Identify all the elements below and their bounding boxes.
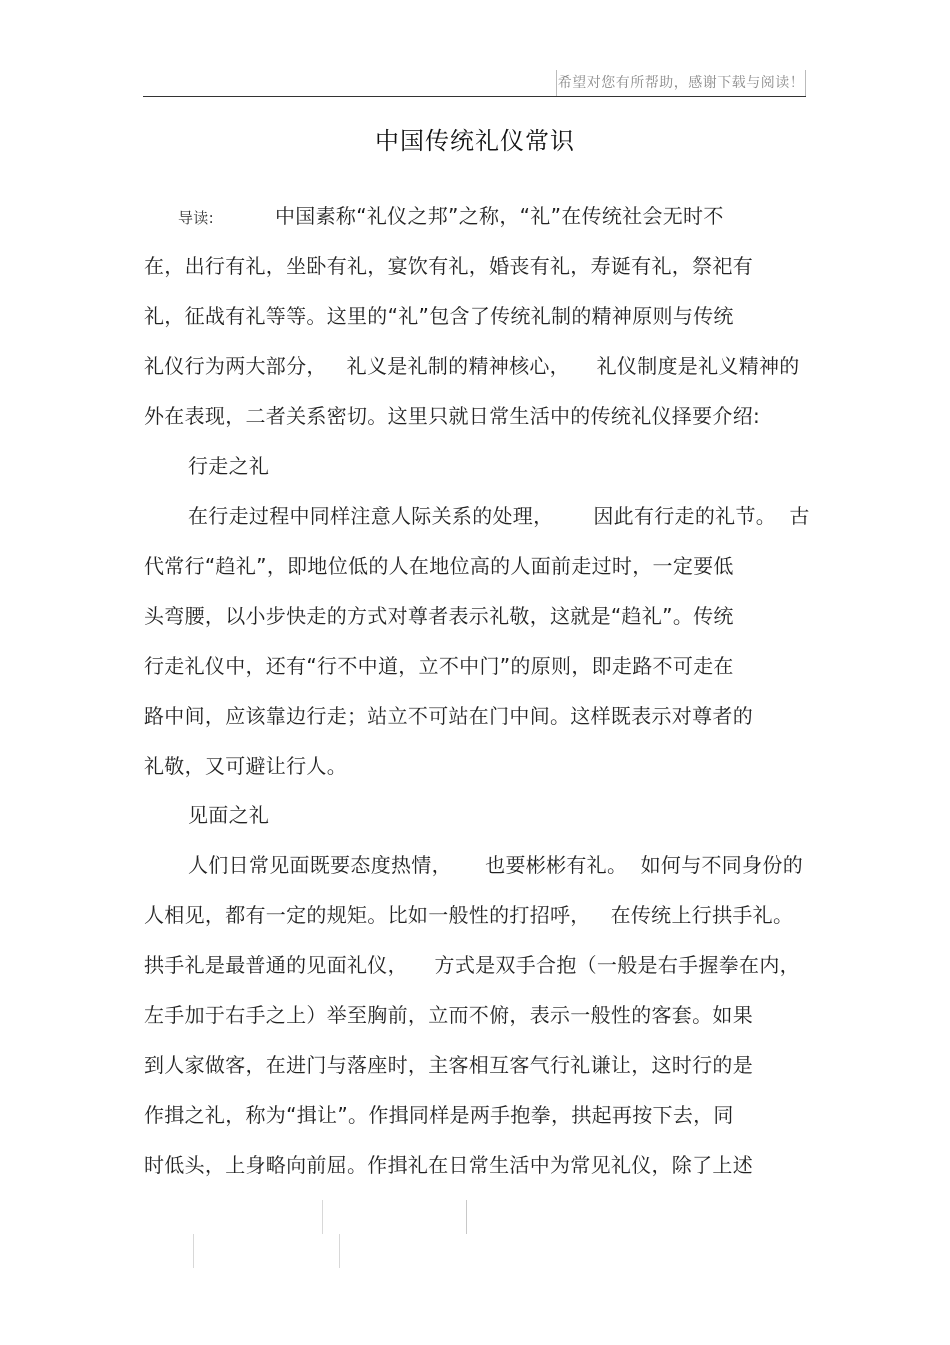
header-rule xyxy=(143,96,806,97)
document-title: 中国传统礼仪常识 xyxy=(375,127,575,155)
scan-artifact-line xyxy=(339,1234,340,1268)
scan-artifact-line xyxy=(466,1200,467,1234)
body-line: 拱手礼是最普通的见面礼仪， 方式是双手合抱（一般是右手握拳在内， xyxy=(144,953,800,977)
body-line: 路中间，应该靠边行走；站立不可站在门中间。这样既表示对尊者的 xyxy=(144,704,753,728)
scan-artifact-line xyxy=(322,1200,323,1234)
body-line: 礼敬，又可避让行人。 xyxy=(144,754,347,778)
body-line: 礼仪行为两大部分， 礼义是礼制的精神核心， 礼仪制度是礼义精神的 xyxy=(144,354,800,378)
body-line: 时低头，上身略向前屈。作揖礼在日常生活中为常见礼仪，除了上述 xyxy=(144,1153,753,1177)
body-line: 外在表现，二者关系密切。这里只就日常生活中的传统礼仪择要介绍: xyxy=(144,404,761,428)
intro-label: 导读: xyxy=(178,209,214,227)
body-line: 中国素称“礼仪之邦”之称，“礼”在传统社会无时不 xyxy=(275,204,724,228)
body-line: 在，出行有礼，坐卧有礼，宴饮有礼，婚丧有礼，寿诞有礼，祭祀有 xyxy=(144,254,753,278)
body-line: 头弯腰，以小步快走的方式对尊者表示礼敬，这就是“趋礼”。传统 xyxy=(144,604,734,628)
body-line: 左手加于右手之上）举至胸前，立而不俯，表示一般性的客套。如果 xyxy=(144,1003,753,1027)
body-line: 在行走过程中同样注意人际关系的处理， 因此有行走的礼节。 古 xyxy=(188,504,810,528)
header-note: 希望对您有所帮助，感谢下载与阅读！ xyxy=(556,70,806,96)
body-line: 代常行“趋礼”，即地位低的人在地位高的人面前走过时，一定要低 xyxy=(144,554,734,578)
body-line: 人相见，都有一定的规矩。比如一般性的打招呼， 在传统上行拱手礼。 xyxy=(144,903,794,927)
body-line: 行走礼仪中，还有“行不中道，立不中门”的原则，即走路不可走在 xyxy=(144,654,734,678)
section-heading: 见面之礼 xyxy=(188,803,270,827)
body-line: 作揖之礼，称为“揖让”。作揖同样是两手抱拳，拱起再按下去，同 xyxy=(144,1103,734,1127)
scan-artifact-line xyxy=(193,1234,194,1268)
body-line: 到人家做客，在进门与落座时，主客相互客气行礼谦让，这时行的是 xyxy=(144,1053,753,1077)
section-heading: 行走之礼 xyxy=(188,454,270,478)
body-line: 礼，征战有礼等等。这里的“礼”包含了传统礼制的精神原则与传统 xyxy=(144,304,734,328)
body-line: 人们日常见面既要态度热情， 也要彬彬有礼。 如何与不同身份的 xyxy=(188,853,804,877)
